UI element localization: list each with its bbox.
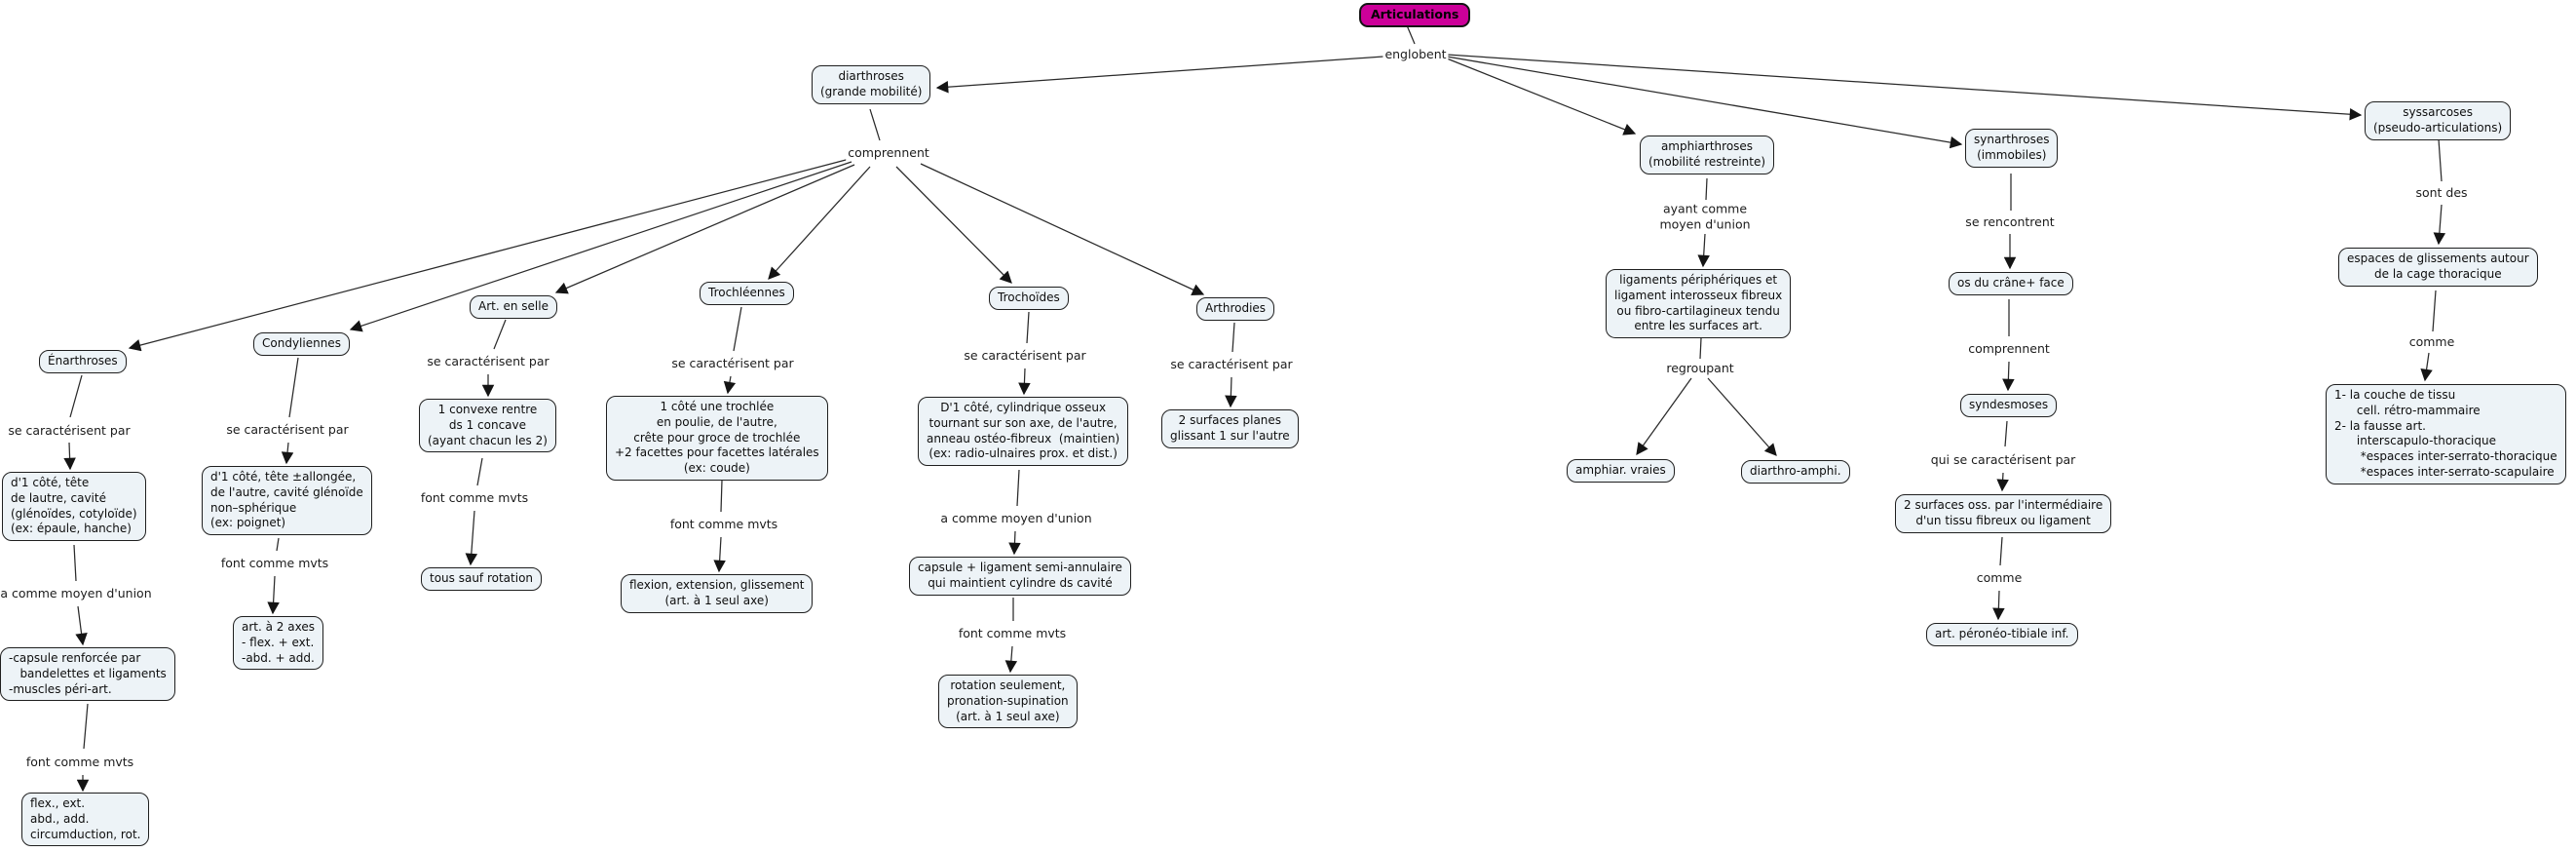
node-espaces-glissements-text: de la cage thoracique	[2374, 266, 2502, 281]
node-couche-tissu-text: 2- la fausse art.	[2334, 418, 2426, 433]
node-arthrodies-desc[interactable]	[1161, 409, 1299, 448]
node-peroneo-tibiale-text: art. péronéo-tibiale inf.	[1935, 627, 2069, 640]
link-label-union-enarthroses-text: a comme moyen d'union	[0, 586, 152, 601]
node-selle-mvts[interactable]	[421, 567, 542, 591]
link-label-regroupant[interactable]	[1664, 361, 1735, 376]
edge-line	[2439, 139, 2442, 181]
edge-line	[286, 443, 288, 463]
node-selle-mvts-text: tous sauf rotation	[430, 571, 534, 585]
node-arthrodies-desc-text: 2 surfaces planes	[1178, 413, 1282, 427]
node-syssarcoses-text: syssarcoses	[2403, 105, 2473, 119]
node-selle-desc-text: ds 1 concave	[448, 417, 527, 432]
edge-line	[74, 545, 76, 581]
node-enarthroses-desc-text: (glénoïdes, cotyloïde)	[11, 506, 137, 521]
link-label-union-trochoides[interactable]	[938, 511, 1093, 526]
node-diarthroses-text: (grande mobilité)	[820, 84, 923, 98]
link-label-comprennent-synarthroses-text: comprennent	[1968, 341, 2050, 357]
link-label-caract-trochoides[interactable]	[962, 348, 1087, 364]
link-label-mvts-trochoides-text: font comme mvts	[958, 626, 1067, 641]
node-enarthroses-text: Énarthroses	[48, 354, 118, 368]
node-couche-tissu-text: *espaces inter-serrato-thoracique	[2334, 449, 2557, 464]
node-arthrodies-text: Arthrodies	[1205, 301, 1267, 315]
node-condyliennes-text: Condyliennes	[262, 336, 341, 350]
node-amphiar-vraies-text: amphiar. vraies	[1575, 463, 1666, 477]
link-label-caract-trochleennes-text: se caractérisent par	[671, 356, 794, 371]
node-condyliennes-mvts-text: - flex. + ext.	[242, 635, 315, 649]
node-diarthroses-text: diarthroses	[838, 69, 904, 83]
node-condyliennes-mvts[interactable]	[233, 616, 323, 670]
node-amphi-union-text: ou fibro-cartilagineux tendu	[1616, 303, 1780, 318]
node-trochoides-mvts[interactable]	[938, 675, 1078, 728]
link-label-union-trochoides-text: a comme moyen d'union	[940, 511, 1092, 526]
node-couche-tissu-text: cell. rétro-mammaire	[2334, 403, 2481, 417]
node-trochoides-mvts-text: (art. à 1 seul axe)	[956, 709, 1060, 723]
node-diarthro-amphi[interactable]	[1741, 460, 1850, 484]
link-label-mvts-selle-text: font comme mvts	[420, 490, 529, 506]
node-condyliennes-mvts-text: -abd. + add.	[242, 650, 315, 665]
node-amphi-union-text: ligament interosseux fibreux	[1614, 288, 1783, 302]
link-label-sont-des-text: sont des	[2415, 185, 2468, 201]
node-surfaces-oss-text: 2 surfaces oss. par l'intermédiaire	[1904, 498, 2103, 512]
edge-line	[1017, 470, 1019, 506]
node-enarthroses-union[interactable]	[0, 647, 175, 701]
edge-line	[1027, 312, 1029, 343]
node-trochleennes-desc-text: 1 côté une trochlée	[660, 400, 775, 413]
edge-line	[273, 576, 275, 613]
edge-line	[2433, 290, 2436, 331]
edge-line	[1232, 323, 1234, 352]
link-label-caract-selle[interactable]	[425, 354, 550, 369]
node-trochoides-union-text: qui maintient cylindre ds cavité	[928, 575, 1113, 590]
edge-line	[494, 320, 506, 349]
edge-line	[769, 167, 870, 279]
node-syndesmoses-text: syndesmoses	[1969, 398, 2049, 411]
edge-line	[556, 165, 854, 292]
link-label-comprennent-diarthroses-text: comprennent	[848, 145, 929, 161]
node-diarthroses[interactable]	[812, 65, 930, 104]
node-enarthroses-mvts-text: circumduction, rot.	[30, 827, 141, 841]
edge-line	[70, 375, 82, 417]
link-label-regroupant-text: regroupant	[1666, 361, 1734, 376]
link-label-comprennent-synarthroses[interactable]	[1966, 341, 2052, 357]
link-label-comme-synarthroses-text: comme	[1976, 570, 2023, 586]
node-trochleennes-desc-text: (ex: coude)	[683, 461, 750, 476]
node-trochoides-desc[interactable]	[918, 397, 1128, 466]
node-syndesmoses[interactable]	[1960, 394, 2057, 417]
node-root[interactable]	[1359, 3, 1470, 27]
node-amphi-union-text: ligaments périphériques et	[1619, 273, 1778, 287]
edge-line	[1706, 178, 1707, 200]
edge-line	[477, 458, 482, 485]
link-label-mvts-trochleennes[interactable]	[668, 517, 779, 532]
node-trochoides-desc-text: D'1 côté, cylindrique osseux	[940, 401, 1107, 414]
node-trochoides-union[interactable]	[909, 557, 1131, 596]
node-synarthroses-text: (immobiles)	[1977, 147, 2047, 162]
link-label-sont-des[interactable]	[2413, 185, 2469, 201]
node-peroneo-tibiale[interactable]	[1926, 623, 2078, 646]
edge-line	[1703, 234, 1705, 266]
link-label-englobent[interactable]	[1383, 47, 1448, 62]
edge-line	[1407, 25, 1415, 44]
edge-line	[1637, 378, 1691, 454]
node-art-en-selle-text: Art. en selle	[478, 299, 549, 313]
node-selle-desc-text: 1 convexe rentre	[437, 403, 538, 416]
node-enarthroses-union-text: -muscles péri-art.	[9, 681, 112, 696]
edge-line	[734, 307, 741, 351]
node-arthrodies[interactable]	[1196, 297, 1274, 321]
edge-line	[1447, 55, 2361, 115]
edge-line	[1447, 58, 1635, 134]
edge-line	[78, 606, 83, 644]
node-trochoides-desc-text: (ex: radio-ulnaires prox. et dist.)	[928, 446, 1118, 461]
edge-line	[2008, 362, 2009, 390]
link-label-englobent-text: englobent	[1384, 47, 1447, 62]
node-enarthroses-desc[interactable]	[2, 472, 146, 541]
node-trochoides-union-text: capsule + ligament semi-annulaire	[918, 561, 1122, 574]
edge-line	[2000, 537, 2002, 565]
node-couche-tissu-text: *espaces inter-serrato-scapulaire	[2334, 465, 2555, 480]
link-label-caract-enarthroses[interactable]	[6, 423, 132, 439]
node-espaces-glissements[interactable]	[2338, 248, 2538, 287]
edge-line	[2005, 421, 2007, 446]
edge-line	[277, 538, 279, 551]
node-condyliennes-desc-text: de l'autre, cavité glénoïde	[210, 484, 363, 499]
link-label-caract-arthrodies-text: se caractérisent par	[1170, 357, 1293, 372]
edge-line	[1014, 531, 1015, 554]
node-condyliennes-desc[interactable]	[202, 466, 372, 535]
node-enarthroses[interactable]	[39, 350, 127, 373]
edge-line	[870, 109, 880, 140]
node-enarthroses-mvts-text: abd., add.	[30, 811, 90, 826]
node-trochleennes-mvts[interactable]	[621, 574, 813, 613]
node-amphiarthroses-text: amphiarthroses	[1660, 139, 1754, 153]
link-label-mvts-condyliennes[interactable]	[219, 556, 330, 571]
edge-line	[719, 537, 721, 571]
node-trochleennes-desc-text: en poulie, de l'autre,	[656, 414, 777, 429]
node-trochoides-text: Trochoïdes	[998, 290, 1060, 304]
node-synarthroses-text: synarthroses	[1974, 133, 2050, 146]
edge-line	[130, 159, 850, 348]
node-espaces-glissements-text: espaces de glissements autour	[2347, 252, 2529, 265]
link-label-mvts-enarthroses-text: font comme mvts	[25, 755, 134, 770]
link-label-caract-arthrodies[interactable]	[1168, 357, 1294, 372]
node-syssarcoses[interactable]	[2365, 101, 2511, 140]
link-label-caract-condyliennes-text: se caractérisent par	[226, 422, 349, 438]
link-label-caract-enarthroses-text: se caractérisent par	[8, 423, 131, 439]
link-label-qui-se-caracterisent-text: qui se caractérisent par	[1930, 452, 2076, 468]
link-label-comprennent-diarthroses[interactable]	[846, 145, 931, 161]
node-enarthroses-desc-text: d'1 côté, tête	[11, 476, 90, 489]
node-selle-desc[interactable]	[419, 399, 556, 452]
edge-line	[289, 358, 298, 417]
node-os-du-crane-text: os du crâne+ face	[1957, 276, 2065, 290]
node-condyliennes[interactable]	[253, 332, 350, 356]
link-label-comme-synarthroses[interactable]	[1975, 570, 2025, 586]
link-label-union-amphi-text: moyen d'union	[1659, 216, 1751, 231]
node-enarthroses-union-text: -capsule renforcée par	[9, 651, 141, 665]
node-trochleennes-desc-text: crête pour groce de trochlée	[633, 430, 801, 445]
node-trochleennes-text: Trochléennes	[708, 286, 785, 299]
node-diarthro-amphi-text: diarthro-amphi.	[1750, 464, 1841, 478]
node-trochleennes[interactable]	[700, 282, 794, 305]
node-synarthroses[interactable]	[1965, 129, 2058, 168]
edge-line	[921, 164, 1203, 294]
link-label-mvts-condyliennes-text: font comme mvts	[220, 556, 329, 571]
node-trochoides-desc-text: tournant sur son axe, de l'autre,	[928, 415, 1118, 430]
node-trochleennes-desc[interactable]	[606, 396, 828, 481]
node-selle-desc-text: (ayant chacun les 2)	[428, 433, 548, 447]
node-condyliennes-desc-text: (ex: poignet)	[210, 516, 286, 530]
edge-line	[1708, 378, 1776, 455]
link-label-mvts-selle[interactable]	[419, 490, 530, 506]
node-amphiarthroses[interactable]	[1640, 136, 1774, 174]
edge-line	[471, 511, 474, 564]
edge-line	[69, 443, 70, 469]
link-label-caract-trochleennes[interactable]	[669, 356, 795, 371]
link-label-se-rencontrent-text: se rencontrent	[1965, 214, 2055, 230]
edge-line	[84, 704, 88, 749]
edge-line	[1010, 646, 1012, 672]
edge-line	[2002, 473, 2003, 490]
node-trochleennes-mvts-text: (art. à 1 seul axe)	[664, 593, 769, 607]
edge-line	[1024, 368, 1025, 394]
link-label-caract-selle-text: se caractérisent par	[427, 354, 549, 369]
edge-line	[937, 57, 1383, 88]
node-syssarcoses-text: (pseudo-articulations)	[2373, 120, 2503, 135]
node-arthrodies-desc-text: glissant 1 sur l'autre	[1170, 428, 1290, 443]
link-label-mvts-trochoides[interactable]	[957, 626, 1068, 641]
node-root-text: Articulations	[1371, 7, 1459, 21]
link-label-union-enarthroses[interactable]	[0, 586, 154, 601]
link-label-comme-syssarcoses[interactable]	[2407, 334, 2457, 350]
link-label-union-amphi[interactable]	[1657, 201, 1752, 231]
node-trochleennes-desc-text: +2 facettes pour facettes latérales	[615, 445, 819, 460]
node-trochoides-mvts-text: pronation-supination	[947, 693, 1069, 708]
link-label-mvts-enarthroses[interactable]	[24, 755, 135, 770]
node-condyliennes-mvts-text: art. à 2 axes	[242, 620, 315, 634]
node-trochoides-desc-text: anneau ostéo-fibreux (maintien)	[927, 431, 1120, 445]
node-trochleennes-mvts-text: flexion, extension, glissement	[629, 578, 805, 592]
node-trochoides-mvts-text: rotation seulement,	[950, 678, 1066, 692]
node-trochoides[interactable]	[989, 287, 1069, 310]
node-amphi-union-text: entre les surfaces art.	[1634, 319, 1762, 333]
link-label-mvts-trochleennes-text: font comme mvts	[669, 517, 778, 532]
edge-line	[2425, 353, 2429, 380]
node-enarthroses-union-text: bandelettes et ligaments	[9, 666, 167, 680]
link-label-union-amphi-text: ayant comme	[1662, 201, 1748, 216]
link-label-comme-syssarcoses-text: comme	[2408, 334, 2455, 350]
node-couche-tissu-text: 1- la couche de tissu	[2334, 388, 2456, 402]
node-couche-tissu-text: interscapulo-thoracique	[2334, 434, 2496, 448]
edge-line	[1998, 591, 1999, 619]
node-os-du-crane[interactable]	[1949, 272, 2073, 295]
node-amphiar-vraies[interactable]	[1567, 459, 1675, 483]
node-enarthroses-desc-text: de lautre, cavité	[11, 490, 106, 505]
edge-line	[728, 376, 731, 393]
node-enarthroses-desc-text: (ex: épaule, hanche)	[11, 522, 132, 536]
edge-line	[721, 481, 722, 512]
link-label-caract-trochoides-text: se caractérisent par	[964, 348, 1086, 364]
node-surfaces-oss[interactable]	[1895, 494, 2111, 533]
node-amphi-union[interactable]	[1606, 269, 1791, 338]
node-condyliennes-desc-text: non–sphérique	[210, 500, 297, 515]
edge-line	[2439, 205, 2442, 244]
node-art-en-selle[interactable]	[470, 295, 557, 319]
node-amphiarthroses-text: (mobilité restreinte)	[1648, 154, 1766, 169]
link-label-qui-se-caracterisent[interactable]	[1929, 452, 2078, 468]
node-condyliennes-desc-text: d'1 côté, tête ±allongée,	[210, 470, 357, 484]
node-surfaces-oss-text: d'un tissu fibreux ou ligament	[1915, 513, 2091, 527]
node-enarthroses-mvts[interactable]	[21, 793, 149, 846]
edge-line	[1447, 57, 1961, 144]
edge-line	[1700, 338, 1701, 359]
edge-line	[896, 167, 1011, 283]
link-label-se-rencontrent[interactable]	[1963, 214, 2056, 230]
node-enarthroses-mvts-text: flex., ext.	[30, 796, 86, 810]
node-couche-tissu[interactable]	[2326, 384, 2566, 484]
link-label-caract-condyliennes[interactable]	[224, 422, 350, 438]
